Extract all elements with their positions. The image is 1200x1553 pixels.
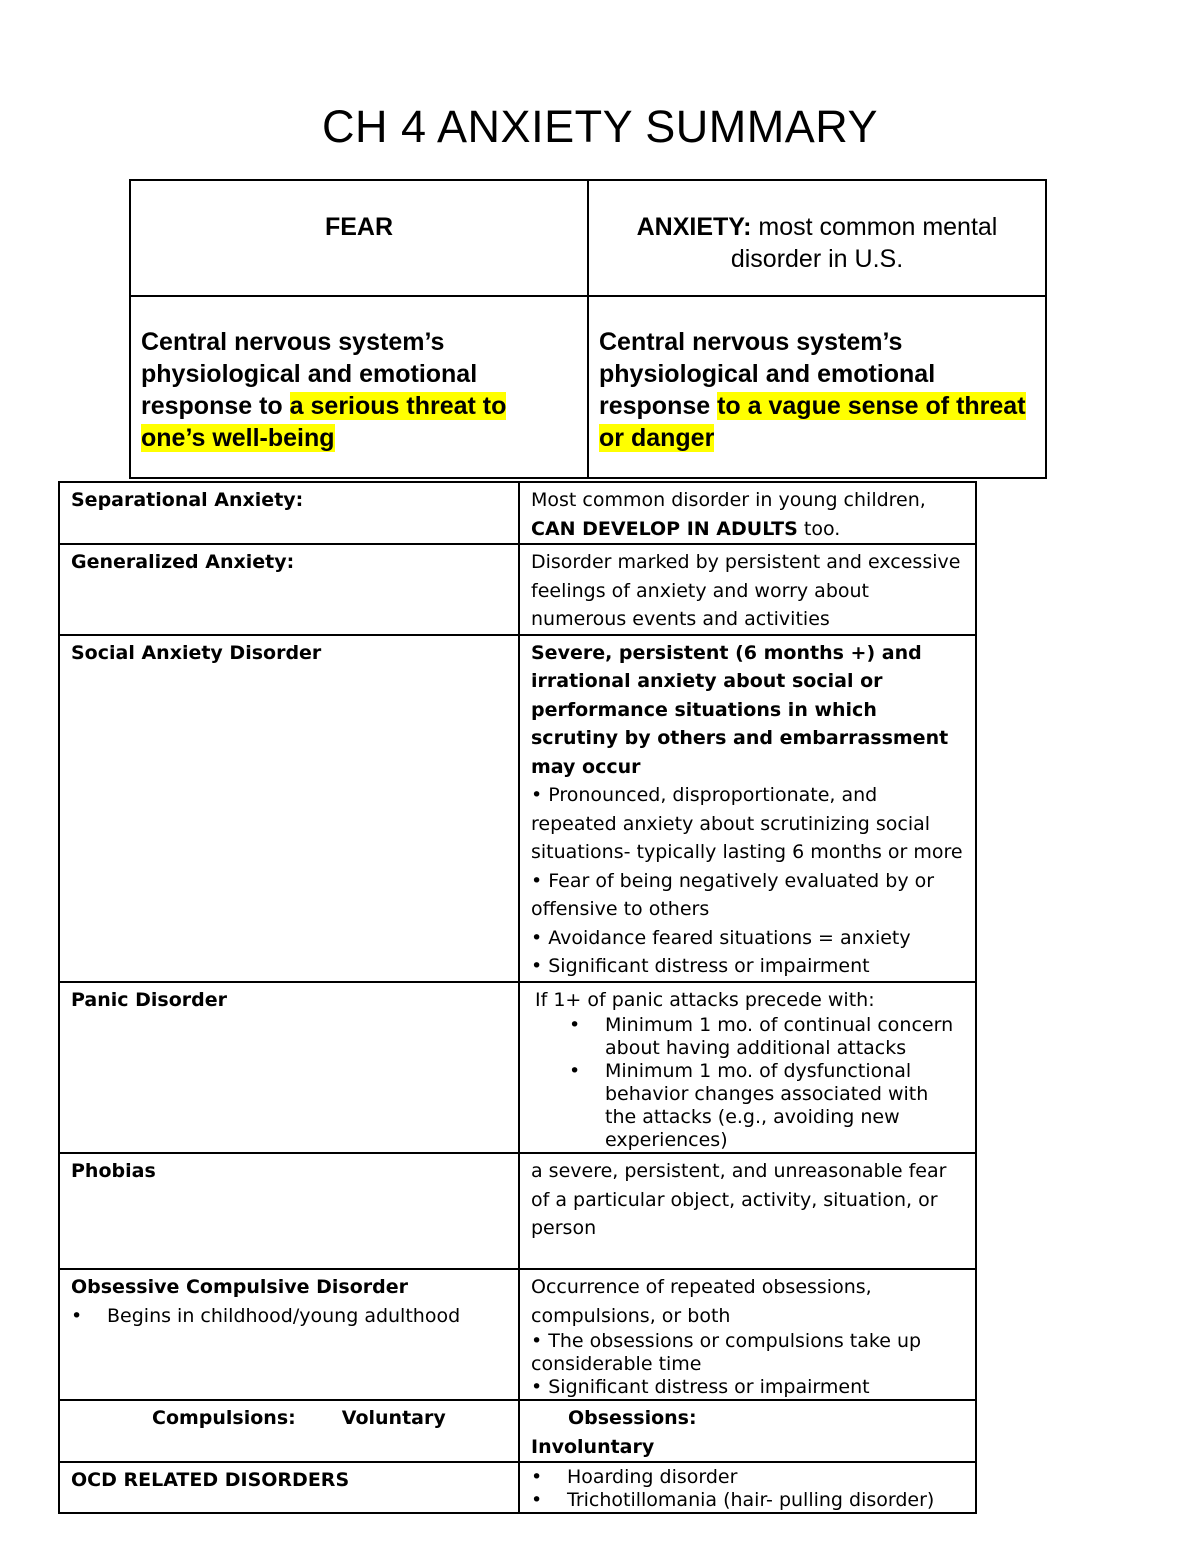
anxiety-definition-highlight: to a vague sense of threat or danger xyxy=(599,392,1026,452)
row-label-generalized: Generalized Anxiety: xyxy=(71,551,295,573)
social-desc: Severe, persistent (6 months +) and irrational anxiety about social or performance situations in which scrutiny by others and embarrassment may occur xyxy=(531,641,949,778)
table-row xyxy=(59,635,976,982)
related-bullets xyxy=(531,1466,965,1512)
row-label-social: Social Anxiety Disorder xyxy=(71,641,322,664)
panic-bullets xyxy=(535,1014,965,1152)
table-row xyxy=(59,482,976,544)
ocd-bullet: • The obsessions or compulsions take up considerable time xyxy=(531,1330,922,1375)
obsessions-label: Obsessions: xyxy=(568,1407,697,1429)
anxiety-header-text: most common mental disorder in U.S. xyxy=(730,213,998,273)
ocd-desc: Occurrence of repeated obsessions, compulsions, or both xyxy=(531,1276,872,1327)
row-label-ocd-related: OCD RELATED DISORDERS xyxy=(71,1469,350,1491)
table-row xyxy=(59,1153,976,1269)
list-item: • Trichotillomania (hair- pulling disorder) xyxy=(531,1489,965,1512)
table-row xyxy=(59,982,976,1154)
page-title: CH 4 ANXIETY SUMMARY xyxy=(322,101,878,152)
separation-desc-tail: too. xyxy=(797,517,841,540)
social-bullet: • Pronounced, disproportionate, and repeated anxiety about scrutinizing social situations- typically lasting 6 months or more xyxy=(531,784,963,863)
panic-intro: If 1+ of panic attacks precede with: xyxy=(535,988,875,1011)
anxiety-header-cell xyxy=(588,180,1046,296)
fear-definition-highlight: a serious threat to one’s well-being xyxy=(141,392,507,452)
ocd-bullet: • Significant distress or impairment xyxy=(531,1376,870,1398)
fear-definition: Central nervous system’s physiological and emotional response to xyxy=(141,328,478,420)
fear-header: FEAR xyxy=(324,213,394,241)
social-bullet: • Avoidance feared situations = anxiety xyxy=(531,926,911,949)
compulsions-value: Voluntary xyxy=(341,1407,446,1429)
separation-desc: Most common disorder in young children, xyxy=(531,489,926,511)
table-row xyxy=(59,1462,976,1513)
table-row xyxy=(59,1269,976,1400)
fear-anxiety-table xyxy=(129,179,1047,479)
list-item: • Minimum 1 mo. of continual concern about having additional attacks xyxy=(535,1014,965,1060)
separation-desc-bold: CAN DEVELOP IN ADULTS xyxy=(531,517,798,540)
obsessions-value: Involuntary xyxy=(531,1435,655,1458)
phobias-desc: a severe, persistent, and unreasonable fear of a particular object, activity, situation, or person xyxy=(531,1160,947,1239)
row-label-ocd: Obsessive Compulsive Disorder xyxy=(71,1276,408,1298)
disorders-table xyxy=(58,481,977,1514)
list-item: • Hoarding disorder xyxy=(531,1466,965,1489)
row-label-phobias: Phobias xyxy=(71,1160,156,1182)
social-bullet: • Significant distress or impairment xyxy=(531,955,870,977)
row-label-panic: Panic Disorder xyxy=(71,988,228,1011)
compulsions-label: Compulsions: xyxy=(152,1407,296,1429)
row-label-separation: Separational Anxiety: xyxy=(71,489,304,511)
generalized-desc: Disorder marked by persistent and excessive feelings of anxiety and worry about numerous events and activities xyxy=(531,551,961,630)
table-row xyxy=(59,1400,976,1462)
fear-definition-cell xyxy=(130,296,588,478)
anxiety-definition: Central nervous system’s physiological and emotional response xyxy=(599,328,936,420)
list-item: • Begins in childhood/young adulthood xyxy=(71,1302,508,1331)
anxiety-header-label: ANXIETY: xyxy=(636,213,752,241)
social-bullet: • Fear of being negatively evaluated by or offensive to others xyxy=(531,869,935,920)
table-row xyxy=(59,544,976,635)
fear-header-cell xyxy=(130,180,588,296)
anxiety-definition-cell xyxy=(588,296,1046,478)
list-item: • Minimum 1 mo. of dysfunctional behavior changes associated with the attacks (e.g., avoiding new experiences) xyxy=(535,1060,965,1152)
ocd-label-bullets xyxy=(71,1302,508,1331)
